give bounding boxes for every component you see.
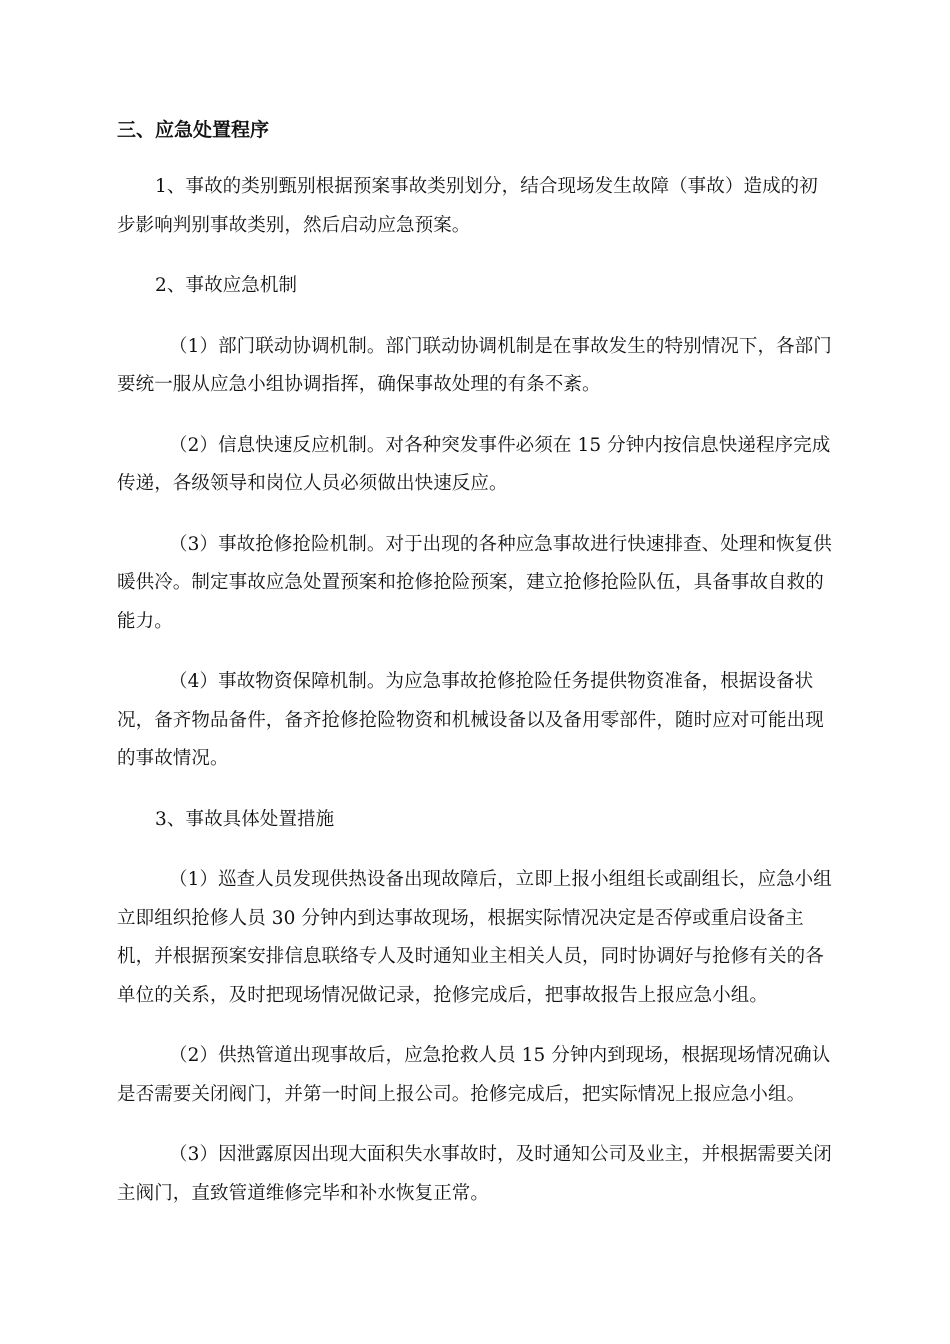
- paragraph-repair-mechanism: （3）事故抢修抢险机制。对于出现的各种应急事故进行快速排查、处理和恢复供暖供冷。制定事故应急处置预案和抢修抢险预案，建立抢修抢险队伍，具备事故自救的能力。: [117, 533, 832, 632]
- paragraph-measure-water-loss: （3）因泄露原因出现大面积失水事故时，及时通知公司及业主，并根据需要关闭主阀门，直致管道维修完毕和补水恢复正常。: [117, 1144, 832, 1204]
- paragraph-supplies-mechanism: （4）事故物资保障机制。为应急事故抢修抢险任务提供物资准备，根据设备状况，备齐物品备件，备齐抢修抢险物资和机械设备以及备用零部件，随时应对可能出现的事故情况。: [117, 671, 824, 769]
- paragraph-measures-title: 3、事故具体处置措施: [155, 808, 335, 830]
- paragraph-coordination-mechanism: （1）部门联动协调机制。部门联动协调机制是在事故发生的特别情况下，各部门要统一服从应急小组协调指挥，确保事故处理的有条不紊。: [117, 335, 832, 395]
- paragraph-incident-classification: 1、事故的类别甄别根据预案事故类别划分，结合现场发生故障（事故）造成的初步影响判别事故类别，然后启动应急预案。: [117, 176, 818, 236]
- paragraph-rapid-response-mechanism: （2）信息快速反应机制。对各种突发事件必须在 15 分钟内按信息快递程序完成传递，各级领导和岗位人员必须做出快速反应。: [117, 434, 831, 494]
- section-heading: 三、应急处置程序: [117, 119, 270, 141]
- document-body: [117, 114, 835, 1235]
- paragraph-emergency-mechanism-title: 2、事故应急机制: [155, 275, 298, 296]
- paragraph-measure-equipment-fault: （1）巡查人员发现供热设备出现故障后，立即上报小组组长或副组长，应急小组立即组织抢修人员 30 分钟内到达事故现场，根据实际情况决定是否停或重启设备主机，并根据预案安排信息联络专人及时通知业主相关人员，同时协调好与抢修有关的各单位的关系，及时把现场情况做记录，抢修完成后，把事故报告上报应急小组。: [117, 869, 832, 1006]
- paragraph-measure-pipeline-incident: （2）供热管道出现事故后，应急抢救人员 15 分钟内到现场，根据现场情况确认是否需要关闭阀门，并第一时间上报公司。抢修完成后，把实际情况上报应急小组。: [117, 1045, 831, 1105]
